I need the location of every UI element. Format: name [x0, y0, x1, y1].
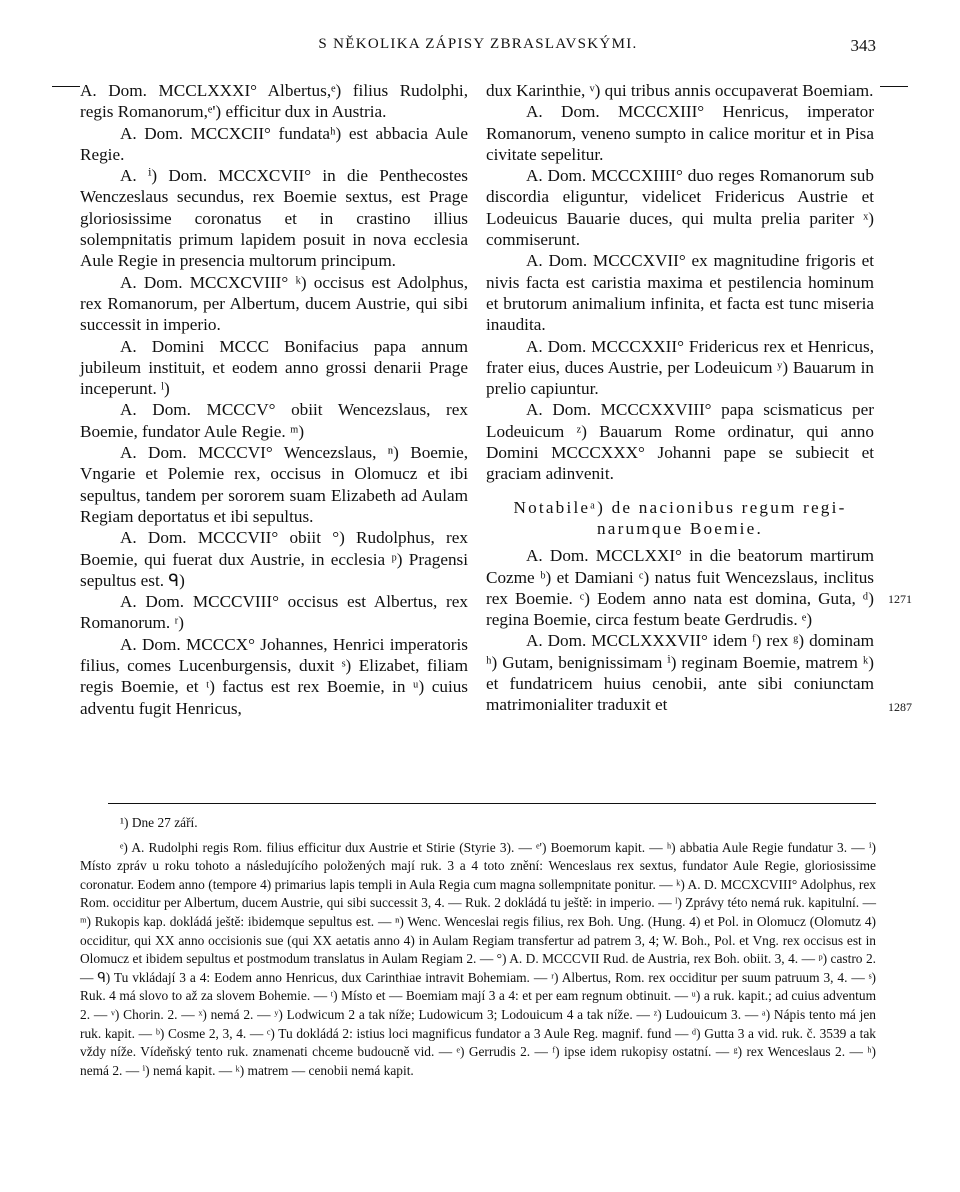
paragraph: A. Dom. MCCCXXVIII° papa scismaticus per Lodeuicum ᶻ) Bauarum Rome ordinatur, qui anno Domini MCCCXXX° Johanni pape se subiecit et graciam adinvenit. [486, 400, 874, 484]
paragraph: A. Dom. MCCCXIII° Henricus, imperator Romanorum, veneno sumpto in calice moritur et in Pisa civitate sepelitur. [486, 102, 874, 164]
page-number: 343 [850, 36, 876, 55]
paragraph: A. Dom. MCCCXVII° ex magnitudine frigoris et nivis facta est caristia maxima et pestilencia hominum et brutorum animalium infinita, et facta est tunc miseria inaudita. [486, 251, 874, 335]
paragraph: A. Dom. MCCCXIIII° duo reges Romanorum sub discordia eliguntur, videlicet Fridericus Austrie et Lodeuicus Bauarie duces, qui multa prelia pariter ˣ) commiserunt. [486, 166, 874, 250]
section-heading: Notabileᵃ) de nacionibus regum regi-narumque Boemie. [513, 497, 847, 538]
left-column [80, 80, 468, 719]
paragraph: A. Dom. MCCXCVIII° ᵏ) occisus est Adolphus, rex Romanorum, per Albertum, ducem Austrie, qui sibi successit in imperio. [80, 272, 468, 335]
margin-year-note: 1271 [888, 592, 912, 606]
paragraph: A. Dom. MCCLXXXI° Albertus,ᵉ) filius Rudolphi, regis Romanorum,ᵉ') efficitur dux in Austria. [80, 81, 468, 122]
right-column [486, 80, 874, 716]
paragraph: A. Dom. MCCXCII° fundataʰ) est abbacia Aule Regie. [80, 123, 468, 164]
footnote-date: ¹) Dne 27 září. [120, 815, 198, 830]
paragraph: A. Dom. MCCLXXXVII° idem ᶠ) rex ᵍ) dominam ʰ) Gutam, benignissimam ⁱ) reginam Boemie, matrem ᵏ) et fundatricem huius cenobii, ante sibi coniunctam matrimonialiter traduxit et [486, 631, 874, 715]
paragraph: A. Dom. MCCCVI° Wencezslaus, ⁿ) Boemie, Vngarie et Polemie rex, occisus in Olomucz et ibi sepultus, tandem per sororem suam Elizabeth ad Aulam Regiam deportatus et ibi sepultus. [80, 443, 468, 526]
paragraph: A. Domini MCCC Bonifacius papa annum jubileum instituit, et eodem anno grossi denarii Prage inceperunt. ˡ) [80, 336, 468, 399]
paragraph: A. Dom. MCCCVIII° occisus est Albertus, rex Romanorum. ʳ) [80, 592, 468, 633]
page-header [80, 36, 876, 58]
paragraph: A. Dom. MCCCX° Johannes, Henrici imperatoris filius, comes Lucenburgensis, duxit ˢ) Elizabet, filiam regis Boemie, et ᵗ) factus est rex Boemie, in ᵘ) cuius adventu fugit Henricus, [80, 634, 468, 718]
paragraph: A. Dom. MCCCXXII° Fridericus rex et Henricus, frater eius, duces Austrie, per Lodeuicum ʸ) Bauarum in prelio capiuntur. [486, 336, 874, 399]
paragraph: A. Dom. MCCCVII° obiit °) Rudolphus, rex Boemie, qui fuerat dux Austrie, in ecclesia ᵖ) Pragensi sepultus est. ᑫ) [80, 528, 468, 590]
paragraph: A. Dom. MCCCV° obiit Wencezslaus, rex Boemie, fundator Aule Regie. ᵐ) [80, 400, 468, 441]
right-margin-dash [880, 86, 908, 87]
paragraph: A. ⁱ) Dom. MCCXCVII° in die Penthecostes Wenczeslaus secundus, rex Boemie sextus, est Prage gloriosissime coronatus et in crastino illius solempnitatis primum lapidem posuit in nova ecclesia Aule Regie in presencia multorum principum. [80, 166, 468, 271]
footnote-rule [108, 803, 876, 804]
text-columns [80, 80, 880, 800]
paragraph: dux Karinthie, ᵛ) qui tribus annis occupaverat Boemiam. [486, 81, 874, 100]
margin-year-note: 1287 [888, 700, 912, 714]
footnote-apparatus: ᵉ) A. Rudolphi regis Rom. filius efficitur dux Austrie et Stirie (Styrie 3). — ᵉ') Boemorum kapit. — ʰ) abbatia Aule Regie fundatur 3. — ⁱ) Místo zpráv u roku tohoto a následujícího položených mají ruk. 3 a 4 toto znění: Wenceslaus rex sextus, fundator Aule Regie, gloriosissime coronatur. Eodem anno (tempore 4) primarius lapis templi in Aula Regia cum magna sollempnitate ponitur. — ᵏ) A. D. MCCXCVIII° Adolphus, rex Rom. occiditur per Albertum, ducem Austrie, qui sibi successit 3, 4. — Ruk. 2 dokládá tu ještě: in imperio. — ˡ) Zprávy této nemá ruk. kapitulní. — ᵐ) Rukopis kap. dokládá ještě: ibidemque sepultus est. — ⁿ) Wenc. Wenceslai regis filius, rex Boh. Ung. (Hung. 4) et Pol. in Olomucz (Olomutz 4) occiditur, qui XX anno occisionis sue (qui XX aetatis anno 4) in Aulam Regiam transfertur ad patrem 3, 4; W. Boh., Pol. et Vng. rex occisus est in Olomucz et ibidem sepultus et postmodum translatus in Aulam Regiam 2. — °) A. D. MCCCVII Rud. de Austria, rex Boh. obiit. 3, 4. — ᵖ) castro 2. — ᑫ) Tu vkládají 3 a 4: Eodem anno Henricus, dux Carinthiae intravit Bohemiam. — ʳ) Albertus, Rom. rex occiditur per suum patruum 3, 4. — ˢ) Ruk. 4 má slovo to až za slovem Bohemie. — ᵗ) Místo et — Boemiam mají 3 a 4: et per eam regnum obtinuit. — ᵘ) a ruk. kapit.; ad cuius adventum 2. — ᵛ) Chorin. 2. — ˣ) nemá 2. — ʸ) Lodwicum 2 a tak níže; Ludowicum 3; Lodouicum 4 a tak níže. — ᶻ) Ludouicum 3. — ᵃ) Nápis tento má jen ruk. kapit. — ᵇ) Cosme 2, 3, 4. — ᶜ) Tu dokládá 2: istius loci magnificus fundator a 3 Aule Reg. magnif. fund — ᵈ) Gutta 3 a vid. ruk. č. 3539 a tak vždy níže. Vídeňský tento ruk. znamenati chceme budoucně vid. — ᵉ) Gerrudis 2. — ᶠ) ipse idem rukopisy ostatní. — ᵍ) rex Wenceslaus 2. — ʰ) nemá 2. — ⁱ) nemá kapit. — ᵏ) matrem — cenobii nemá kapit. [80, 839, 876, 1078]
left-margin-dash [52, 86, 80, 87]
paragraph: A. Dom. MCCLXXI° in die beatorum martirum Cozme ᵇ) et Damiani ᶜ) natus fuit Wencezslaus, inclitus rex Boemie. ᶜ) Eodem anno nata est domina, Guta, ᵈ) regina Boemie, circa festum beate Gerdrudis. ᵉ) [486, 546, 874, 630]
footnotes [80, 814, 876, 1080]
running-title: S NĚKOLIKA ZÁPISY ZBRASLAVSKÝMI. [318, 36, 638, 52]
